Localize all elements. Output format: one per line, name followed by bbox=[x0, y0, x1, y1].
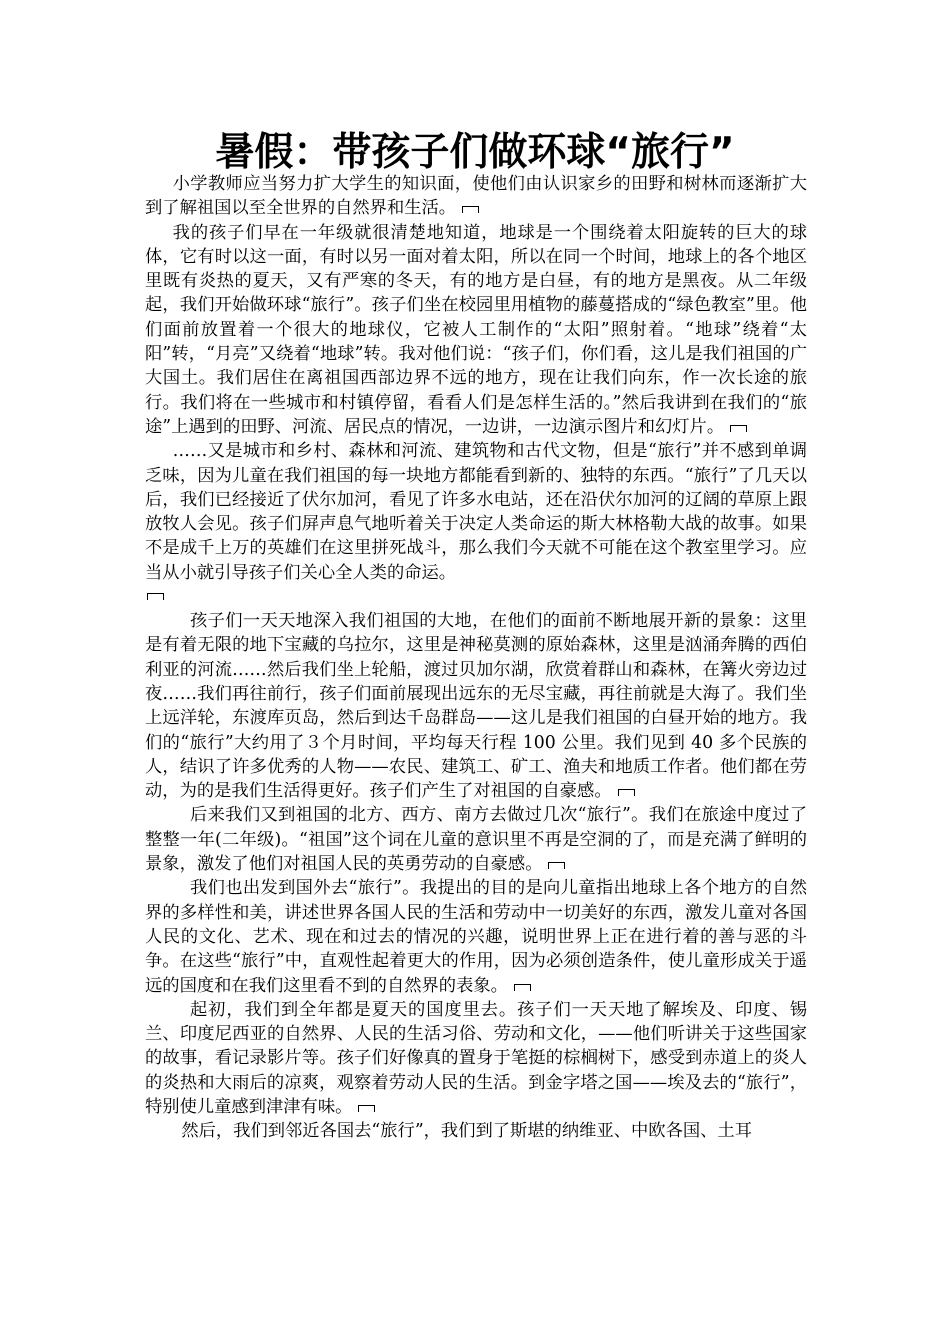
paragraph-1 bbox=[145, 172, 807, 221]
paragraph-3-text: ……又是城市和乡村、森林和河流、建筑物和古代文物，但是“旅行”并不感到单调乏味，因为儿童在我们祖国的每一块地方都能看到新的、独特的东西。“旅行”了几天以后，我们已经接近了伏尔加河，看见了许多水电站，还在沿伏尔加河的辽阔的草原上跟放牧人会见。孩子们屏声息气地听着关于决定人类命运的斯大林格勒大战的故事。如果不是成千上万的英雄们在这里拼死战斗，那么我们今天就不可能在这个教室里学习。应当从小就引导孩子们关心全人类的命运。 bbox=[145, 441, 807, 583]
paragraph-4-text: 孩子们一天天地深入我们祖国的大地，在他们的面前不断地展开新的景象：这里是有着无限的地下宝藏的乌拉尔，这里是神秘莫测的原始森林，这里是汹涌奔腾的西伯利亚的河流……然后我们坐上轮船，渡过贝加尔湖，欣赏着群山和森林，在篝火旁边过夜……我们再往前行，孩子们面前展现出远东的无尽宝藏，再往前就是大海了。我们坐上远洋轮，东渡库页岛，然后到达千岛群岛——这儿是我们祖国的白昼开始的地方。我们的“旅行”大约用了３个月时间，平均每天行程 100 公里。我们见到 40 多个民族的人，结识了许多优秀的人物——农民、建筑工、矿工、渔夫和地质工作者。他们都在劳动，为的是我们生活得更好。孩子们产生了对祖国的自豪感。 bbox=[145, 611, 807, 802]
paragraph-6 bbox=[145, 876, 807, 997]
paragraph-mark-icon bbox=[147, 591, 165, 601]
paragraph-mark-icon bbox=[548, 860, 566, 870]
paragraph-5-text: 后来我们又到祖国的北方、西方、南方去做过几次“旅行”。我们在旅途中度过了整整一年(二年级)。“祖国”这个词在儿童的意识里不再是空洞的了，而是充满了鲜明的景象，激发了他们对祖国人民的英勇劳动的自豪感。 bbox=[145, 805, 807, 875]
paragraph-7 bbox=[145, 998, 807, 1119]
paragraph-4 bbox=[145, 609, 807, 803]
paragraph-6-text: 我们也出发到国外去“旅行”。我提出的目的是向儿童指出地球上各个地方的自然界的多样性和美，讲述世界各国人民的生活和劳动中一切美好的东西，激发儿童对各国人民的文化、艺术、现在和过去的情况的兴趣，说明世界上正在进行着的善与恶的斗争。在这些“旅行”中，直观性起着更大的作用，因为必须创造条件，使儿童形成关于遥远的国度和在我们这里看不到的自然界的表象。 bbox=[145, 878, 807, 996]
paragraph-mark-line bbox=[145, 585, 807, 609]
paragraph-1-text: 小学教师应当努力扩大学生的知识面，使他们由认识家乡的田野和树林而逐渐扩大到了解祖国以至全世界的自然界和生活。 bbox=[145, 174, 807, 219]
paragraph-mark-icon bbox=[514, 982, 532, 992]
paragraph-mark-icon bbox=[730, 423, 748, 433]
paragraph-7-text: 起初，我们到全年都是夏天的国度里去。孩子们一天天地了解埃及、印度、锡兰、印度尼西亚的自然界、人民的生活习俗、劳动和文化，——他们听讲关于这些国家的故事，看记录影片等。孩子们好像真的置身于笔挺的棕榈树下，感受到赤道上的炎人的炎热和大雨后的凉爽，观察着劳动人民的生活。到金字塔之国——埃及去的“旅行”，特别使儿童感到津津有味。 bbox=[145, 999, 807, 1117]
document-body bbox=[145, 172, 807, 1144]
paragraph-2 bbox=[145, 221, 807, 440]
document-title: 暑假：带孩子们做环球“旅行” bbox=[215, 130, 735, 175]
paragraph-8 bbox=[145, 1119, 807, 1143]
paragraph-2-text: 我的孩子们早在一年级就很清楚地知道，地球是一个围绕着太阳旋转的巨大的球体，它有时以这一面，有时以另一面对着太阳，所以在同一个时间，地球上的各个地区里既有炎热的夏天，又有严寒的冬天，有的地方是白昼，有的地方是黑夜。从二年级起，我们开始做环球“旅行”。孩子们坐在校园里用植物的藤蔓搭成的“绿色教室”里。他们面前放置着一个很大的地球仪，它被人工制作的“太阳”照射着。“地球”绕着“太阳”转，“月亮”又绕着“地球”转。我对他们说：“孩子们，你们看，这儿是我们祖国的广大国土。我们居住在离祖国西部边界不远的地方，现在让我们向东，作一次长途的旅行。我们将在一些城市和村镇停留，看看人们是怎样生活的。”然后我讲到在我们的“旅途”上遇到的田野、河流、居民点的情况，一边讲，一边演示图片和幻灯片。 bbox=[145, 222, 807, 437]
paragraph-3 bbox=[145, 439, 807, 585]
paragraph-mark-icon bbox=[462, 204, 480, 214]
paragraph-8-text: 然后，我们到邻近各国去“旅行”，我们到了斯堪的纳维亚、中欧各国、土耳 bbox=[181, 1121, 752, 1142]
paragraph-mark-icon bbox=[618, 787, 636, 797]
paragraph-mark-icon bbox=[358, 1103, 376, 1113]
paragraph-5 bbox=[145, 803, 807, 876]
